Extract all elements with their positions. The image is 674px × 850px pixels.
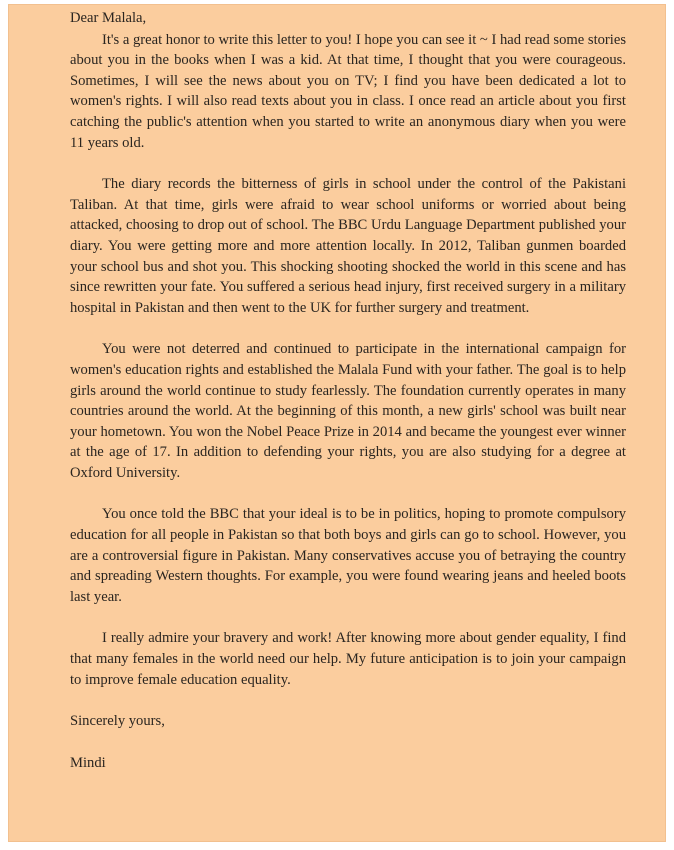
paragraph-1: It's a great honor to write this letter to you! I hope you can see it ~ I had read some stories about you in the books when I was a kid. At that time, I thought that you were courageous. Sometimes, I will see the news about you on TV; I find you have been dedicated a lot to women's rights. I will also read texts about you in class. I once read an article about you first catching the public's attention when you started to write an anonymous diary when you were 11 years old. [70, 31, 626, 151]
paragraph-2: The diary records the bitterness of girls in school under the control of the Pakistani Taliban. At that time, girls were afraid to wear school uniforms or worried about being attacked, choosing to drop out of school. The BBC Urdu Language Department published your diary. You were getting more and more attention locally. In 2012, Taliban gunmen boarded your school bus and shot you. This shocking shooting shocked the world in this scene and has since rewritten your fate. You suffered a serious head injury, first received surgery in a military hospital in Pakistan and then went to the UK for further surgery and treatment. [70, 176, 626, 316]
letter-page [8, 4, 666, 842]
paragraph-3: You were not deterred and continued to participate in the international campaign for women's education rights and established the Malala Fund with your father. The goal is to help girls around the world continue to study fearlessly. The foundation currently operates in many countries around the world. At the beginning of this month, a new girls' school was built near your hometown. You won the Nobel Peace Prize in 2014 and became the youngest ever winner at the age of 17. In addition to defending your rights, you are also studying for a degree at Oxford University. [70, 341, 626, 481]
paragraph-5: I really admire your bravery and work! After knowing more about gender equality, I find that many females in the world need our help. My future anticipation is to join your campaign to improve female education equality. [70, 630, 626, 688]
letter-closing: Sincerely yours, [70, 713, 165, 730]
letter-salutation: Dear Malala, [70, 10, 147, 26]
letter-signature: Mindi [70, 754, 106, 771]
paragraph-4: You once told the BBC that your ideal is to be in politics, hoping to promote compulsory education for all people in Pakistan so that both boys and girls can go to school. However, you are a controversial figure in Pakistan. Many conservatives accuse you of betraying the country and spreading Western thoughts. For example, you were found wearing jeans and heeled boots last year. [70, 506, 626, 605]
letter-body [70, 8, 626, 773]
